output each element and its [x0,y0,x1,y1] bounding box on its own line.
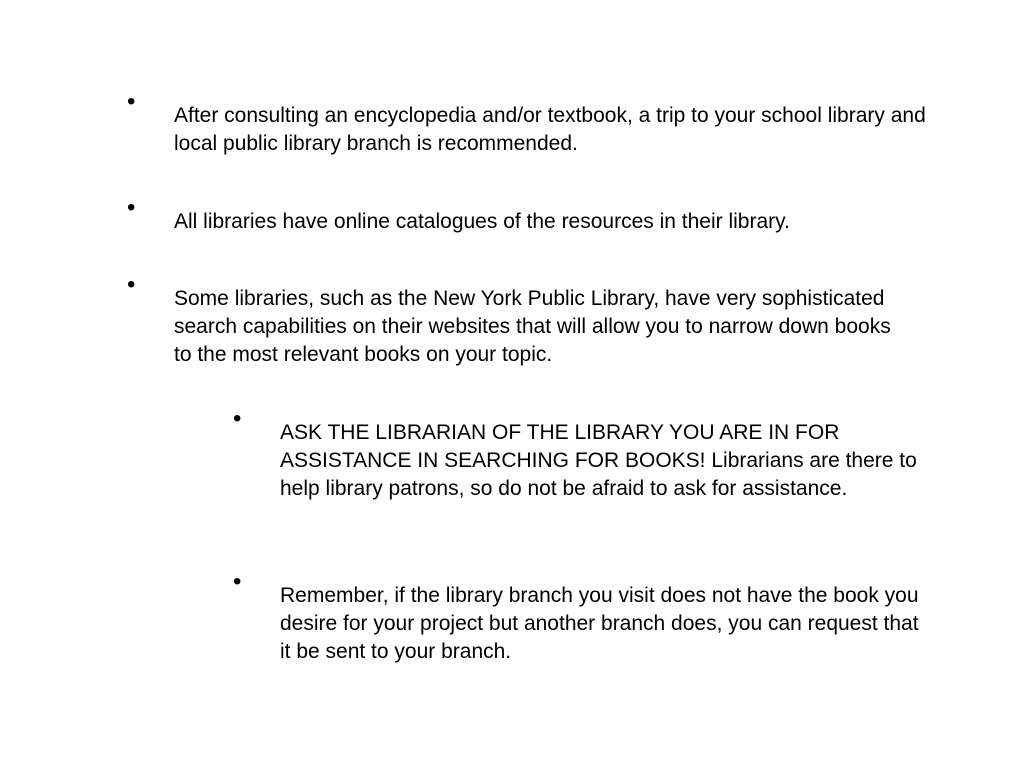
bullet-text: After consulting an encyclopedia and/or textbook, a trip to your school library and local public library branch is recommended. [174,104,926,155]
bullet-dot-icon: • [233,405,242,432]
bullet-text: All libraries have online catalogues of the resources in their library. [174,210,790,233]
bullet-dot-icon: • [127,88,136,115]
sub-bullet-text: ASK THE LIBRARIAN OF THE LIBRARY YOU ARE IN FOR ASSISTANCE IN SEARCHING FOR BOOKS! Librarians are there to help library patrons, so do not be afraid to ask for assistance. [280,421,917,500]
bullet-dot-icon: • [127,271,136,298]
bullet-dot-icon: • [127,194,136,221]
sub-bullet-text: Remember, if the library branch you visit does not have the book you desire for your project but another branch does, you can request that it be sent to your branch. [280,584,919,663]
bullet-text: Some libraries, such as the New York Public Library, have very sophisticated search capabilities on their websites that will allow you to narrow down books to the most relevant books on your topic. [174,287,891,366]
bullet-dot-icon: • [233,568,242,595]
